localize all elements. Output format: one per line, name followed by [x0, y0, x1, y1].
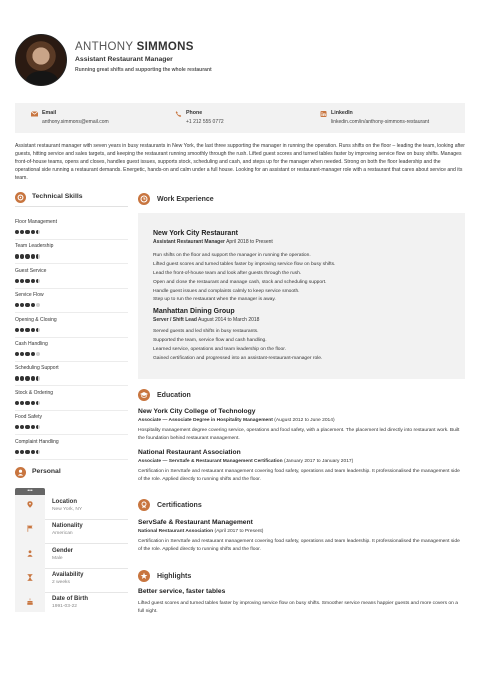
rating-dot — [15, 230, 19, 234]
divider — [15, 410, 128, 411]
person-icon — [27, 550, 33, 557]
personal-label: Date of Birth — [52, 596, 88, 603]
divider — [45, 519, 128, 520]
rating-dot — [36, 401, 40, 405]
rating-dot — [25, 328, 29, 332]
rating-dot — [15, 376, 19, 380]
cake-icon — [27, 598, 33, 605]
job-bullet: Supported the team, service flow and cash handling. — [153, 337, 267, 343]
section-entry — [138, 409, 465, 443]
linkedin-value[interactable]: linkedin.com/in/anthony-simmons-restaurant — [331, 119, 430, 125]
rating-dot — [15, 303, 19, 307]
award-icon — [138, 499, 150, 511]
rating-dot — [20, 328, 24, 332]
job-bullet: Open and close the restaurant and manage cash, stock and scheduling support. — [153, 279, 327, 285]
job-organization: Manhattan Dining Group — [153, 308, 235, 315]
rating-dot — [31, 376, 35, 380]
skill-item — [15, 391, 128, 415]
job-entry — [153, 308, 453, 366]
experience-title: Work Experience — [157, 196, 214, 203]
section-title: Education — [157, 392, 191, 399]
divider — [15, 337, 128, 338]
skill-name: Team Leadership — [15, 243, 54, 250]
divider — [15, 361, 128, 362]
user-icon — [15, 467, 26, 478]
personal-label: Location — [52, 499, 77, 505]
contact-bar — [15, 103, 465, 133]
candidate-tagline: Running great shifts and supporting the whole restaurant — [75, 67, 212, 73]
highlight-description: Lifted guest scores and turned tables faster by improving service flow on busy shifts. Smoother service means happier guests and more covers on a full night. — [138, 600, 458, 614]
skill-item — [15, 415, 128, 439]
rating-dot — [20, 303, 24, 307]
rating-dot — [31, 450, 35, 454]
phone-icon — [175, 111, 182, 117]
professional-summary: Assistant restaurant manager with seven years in busy restaurants in New York, the last three supporting the manager in running the operation. Runs shifts on the floor – leading the team, looking after guests, hitting service and sales targets, and keeping the restaurant running smoothly through the rush. Lifted guest scores and turned tables faster by improving service flow on busy shifts. Manages front-of-house teams, opens and closes, handles guest issues, supports stock, scheduling and cash, and steps up for the manager when needed. Strong on both the floor leadership and the operational side running a restaurant demands. Energetic, hands-on and calm under a full house. Looking for an assistant or restaurant-manager role with a restaurant that cares about service and its team. — [15, 143, 465, 182]
rating-dot — [25, 230, 29, 234]
skill-rating — [15, 303, 41, 308]
skill-item — [15, 220, 128, 244]
certification-meta — [138, 530, 465, 535]
education-school: National Restaurant Association — [138, 449, 241, 456]
certification-description: Certification in ServSafe and restaurant management covering food safety, operations and team leadership. It professionalised the management side of the role. Applied directly to running shifts and the floor. — [138, 538, 460, 552]
skill-name: Scheduling Support — [15, 365, 59, 372]
personal-item — [15, 546, 128, 571]
divider — [15, 263, 128, 264]
personal-value: 1991-03-22 — [52, 604, 78, 610]
certification-dates: (April 2017 to Present) — [214, 528, 264, 534]
personal-card — [15, 488, 128, 612]
job-title: Assistant Restaurant Manager — [153, 239, 225, 245]
skills-list — [15, 220, 128, 464]
rating-dot — [15, 328, 19, 332]
skill-rating — [15, 450, 41, 455]
rating-dot — [15, 352, 19, 356]
job-bullet: Handle guest issues and complaints calmly to keep service smooth. — [153, 288, 300, 294]
skill-name: Opening & Closing — [15, 316, 57, 323]
education-dates: (August 2012 to June 2014) — [274, 417, 335, 423]
job-bullet: Run shifts on the floor and support the manager in running the operation. — [153, 253, 311, 258]
rating-dot — [36, 303, 40, 307]
skill-item — [15, 293, 128, 317]
job-bullet: Gained certification and progressed into an assistant-restaurant-manager role. — [153, 355, 323, 361]
job-bullets — [153, 330, 453, 366]
skill-item — [15, 366, 128, 390]
rating-dot — [15, 279, 19, 283]
skill-rating — [15, 352, 41, 357]
hourglass-icon — [27, 574, 33, 581]
section-title: Highlights — [157, 573, 192, 580]
rating-dot — [31, 279, 35, 283]
rating-dot — [36, 352, 40, 356]
rating-dot — [15, 425, 19, 429]
rating-dot — [25, 376, 29, 380]
section-entry — [138, 450, 465, 484]
last-name: SIMMONS — [136, 41, 194, 53]
rating-dot — [20, 254, 24, 258]
divider — [45, 592, 128, 593]
rating-dot — [31, 425, 35, 429]
job-bullet: Served guests and led shifts in busy restaurants. — [153, 329, 259, 334]
job-organization: New York City Restaurant — [153, 230, 238, 237]
job-dates: August 2014 to March 2018 — [198, 317, 260, 323]
rating-dot — [31, 303, 35, 307]
education-description: Certification in ServSafe and restaurant management covering food safety, operations and team leadership. It professionalised the management side of the role. Applied directly to running shifts and the floor. — [138, 468, 460, 482]
rating-dot — [15, 450, 19, 454]
skill-item — [15, 342, 128, 366]
personal-label: Gender — [52, 547, 74, 554]
rating-dot — [36, 376, 40, 380]
skill-item — [15, 318, 128, 342]
skill-name: Guest Service — [15, 267, 47, 274]
personal-item — [15, 521, 128, 546]
divider — [15, 459, 128, 460]
job-bullets — [153, 254, 453, 307]
rating-dot — [31, 328, 35, 332]
divider — [15, 434, 128, 435]
rating-dot — [20, 230, 24, 234]
resume-header — [15, 34, 465, 88]
skill-name: Food Safety — [15, 414, 42, 421]
education-degree: Associate — Associate Degree in Hospitality Management — [138, 417, 273, 423]
candidate-role: Assistant Restaurant Manager — [75, 56, 173, 63]
rating-dot — [25, 352, 29, 356]
job-entry — [153, 230, 453, 307]
skill-name: Floor Management — [15, 219, 57, 225]
rating-dot — [20, 352, 24, 356]
job-bullet: Learned service, operations and team leadership on the floor. — [153, 346, 286, 352]
certification-name: ServSafe & Restaurant Management — [138, 519, 253, 526]
rating-dot — [36, 328, 40, 332]
rating-dot — [25, 303, 29, 307]
personal-card-tab: ••• — [15, 488, 45, 495]
graduation-cap-icon — [138, 389, 150, 401]
education-meta — [138, 460, 465, 465]
rating-dot — [31, 401, 35, 405]
job-dates: April 2018 to Present — [226, 239, 273, 245]
phone-label: Phone — [186, 110, 203, 116]
skill-name: Complaint Handling — [15, 438, 59, 445]
personal-value: American — [52, 531, 73, 537]
clock-icon — [138, 193, 150, 205]
personal-label: Nationality — [52, 523, 83, 530]
divider — [15, 288, 128, 289]
rating-dot — [31, 254, 35, 258]
job-meta — [153, 318, 453, 323]
certification-issuer: National Restaurant Association — [138, 528, 214, 534]
rating-dot — [25, 254, 29, 258]
section-entry — [138, 589, 465, 616]
job-bullet: Lead the front-of-house team and look after guests through the rush. — [153, 270, 302, 276]
education-degree: Associate — ServSafe & Restaurant Management Certification — [138, 458, 283, 464]
left-column — [15, 192, 128, 610]
location-pin-icon — [27, 501, 33, 508]
skill-rating — [15, 376, 41, 381]
rating-dot — [20, 401, 24, 405]
profile-photo — [15, 34, 67, 86]
education-school: New York City College of Technology — [138, 408, 256, 415]
skill-item — [15, 244, 128, 268]
email-label: Email — [42, 110, 57, 116]
skill-rating — [15, 230, 41, 235]
personal-value: 2 weeks — [52, 579, 70, 585]
gear-icon — [15, 192, 26, 203]
rating-dot — [31, 352, 35, 356]
rating-dot — [36, 230, 40, 234]
section-heading — [138, 499, 465, 513]
skill-name: Cash Handling — [15, 340, 48, 347]
email-value[interactable]: anthony.simmons@email.com — [42, 119, 109, 125]
section-entry — [138, 520, 465, 554]
rating-dot — [25, 450, 29, 454]
education-dates: (January 2017 to January 2017) — [283, 458, 354, 464]
right-column — [138, 193, 465, 614]
education-description: Hospitality management degree covering service, operations and food safety, with a placement. The placement led directly into restaurant work. Built the foundation behind restaurant management. — [138, 427, 460, 441]
job-title: Server / Shift Lead — [153, 317, 197, 323]
section-heading — [138, 570, 465, 584]
personal-heading — [15, 467, 128, 481]
rating-dot — [36, 450, 40, 454]
skill-rating — [15, 425, 41, 430]
star-icon — [138, 570, 150, 582]
skill-item — [15, 440, 128, 464]
rating-dot — [25, 401, 29, 405]
rating-dot — [36, 254, 40, 258]
rating-dot — [15, 254, 19, 258]
divider — [15, 206, 128, 207]
rating-dot — [25, 425, 29, 429]
job-meta — [153, 240, 453, 245]
linkedin-icon — [320, 111, 327, 117]
skills-title: Technical Skills — [32, 193, 83, 200]
skill-rating — [15, 328, 41, 333]
personal-value: New York, NY — [52, 507, 83, 512]
personal-item — [15, 497, 128, 522]
skills-heading — [15, 192, 128, 206]
personal-item — [15, 570, 128, 595]
linkedin-label: LinkedIn — [331, 110, 353, 116]
skill-item — [15, 269, 128, 293]
rating-dot — [25, 279, 29, 283]
experience-panel — [138, 213, 465, 379]
rating-dot — [20, 376, 24, 380]
personal-item — [15, 594, 128, 619]
job-bullet: Step up to run the restaurant when the manager is away. — [153, 297, 276, 303]
job-bullet: Lifted guest scores and turned tables faster by improving service flow on busy shifts. — [153, 261, 336, 267]
section-title: Certifications — [157, 502, 202, 509]
skill-rating — [15, 279, 41, 284]
divider — [45, 543, 128, 544]
experience-heading — [138, 193, 465, 207]
rating-dot — [36, 425, 40, 429]
candidate-name — [75, 42, 194, 54]
rating-dot — [36, 279, 40, 283]
divider — [45, 568, 128, 569]
section-heading — [138, 389, 465, 403]
first-name: ANTHONY — [75, 41, 134, 53]
divider — [15, 312, 128, 313]
divider — [15, 385, 128, 386]
rating-dot — [31, 230, 35, 234]
envelope-icon — [31, 111, 38, 117]
skill-rating — [15, 254, 41, 259]
personal-value: Male — [52, 555, 63, 561]
flag-icon — [27, 525, 33, 532]
personal-title: Personal — [32, 468, 61, 475]
rating-dot — [20, 425, 24, 429]
personal-label: Availability — [52, 571, 84, 578]
divider — [15, 239, 128, 240]
highlight-name: Better service, faster tables — [138, 588, 226, 595]
skill-rating — [15, 401, 41, 406]
rating-dot — [20, 450, 24, 454]
skill-name: Service Flow — [15, 292, 44, 299]
rating-dot — [15, 401, 19, 405]
skill-name: Stock & Ordering — [15, 389, 54, 396]
rating-dot — [20, 279, 24, 283]
education-meta — [138, 419, 465, 424]
phone-value[interactable]: +1 212 555 0772 — [186, 119, 224, 125]
